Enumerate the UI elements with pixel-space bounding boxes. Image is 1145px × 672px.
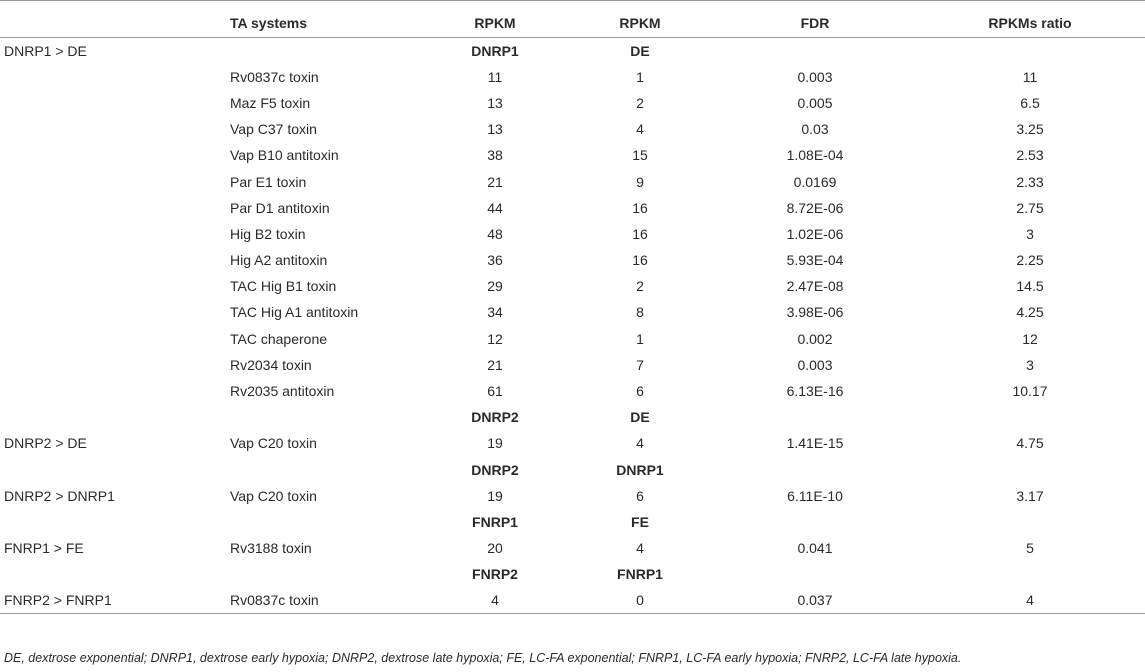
ta-system-cell [225, 561, 425, 587]
rpkm-2-cell: 16 [632, 225, 648, 242]
comparison-cell [0, 90, 225, 116]
fdr-cell: 0.03 [801, 121, 829, 138]
fdr-cell: 0.003 [797, 68, 833, 85]
fdr-cell [715, 38, 915, 64]
rpkm-2-cell: DNRP1 [616, 461, 664, 478]
table-row [0, 195, 1145, 221]
table-row [0, 90, 1145, 116]
rpkm-2-cell: DE [630, 409, 650, 426]
fdr-cell: 5.93E-04 [786, 252, 844, 269]
ta-system-cell [225, 509, 425, 535]
ratio-cell: 4 [915, 587, 1145, 613]
comparison-cell: FNRP1 > FE [4, 540, 84, 557]
ratio-cell: 2.75 [1016, 199, 1044, 216]
rpkm-2-cell: 6 [636, 383, 644, 400]
fdr-cell: 0.005 [797, 94, 833, 111]
table-row [0, 168, 1145, 194]
rpkm-1-cell: 48 [487, 225, 503, 242]
rpkm-2-cell: DE [630, 42, 650, 59]
rpkm-1-cell: DNRP1 [471, 42, 519, 59]
ta-system-cell: TAC chaperone [230, 330, 328, 347]
rpkm-1-cell: 20 [487, 540, 503, 557]
ratio-cell [915, 457, 1145, 483]
rpkm-1-cell: 21 [487, 173, 503, 190]
rpkm-2-cell: 15 [632, 147, 648, 164]
fdr-cell: 6.11E-10 [787, 487, 843, 504]
header-ta-systems: TA systems [225, 1, 425, 38]
condition-subheader-row [0, 509, 1145, 535]
table-row [0, 352, 1145, 378]
fdr-cell [715, 561, 915, 587]
ta-system-cell: Rv0837c toxin [230, 68, 319, 85]
comparison-cell [0, 457, 225, 483]
comparison-cell: DNRP2 > DNRP1 [4, 487, 115, 504]
rpkm-2-cell: 0 [565, 587, 715, 613]
table-row [0, 247, 1145, 273]
ta-system-cell: Rv2035 antitoxin [230, 383, 335, 400]
table-row [0, 221, 1145, 247]
rpkm-2-cell: 1 [636, 68, 644, 85]
table-row [0, 142, 1145, 168]
rpkm-1-cell: 11 [487, 68, 503, 85]
fdr-cell: 2.47E-08 [786, 278, 844, 295]
header-fdr: FDR [715, 1, 915, 38]
fdr-cell: 0.0169 [793, 173, 837, 190]
rpkm-1-cell: 21 [487, 356, 503, 373]
comparison-cell [0, 561, 225, 587]
rpkm-2-cell: 16 [632, 252, 648, 269]
rpkm-2-cell: 2 [636, 94, 644, 111]
header-rpkm-1: RPKM [425, 1, 565, 38]
ta-system-cell: Vap C20 toxin [230, 435, 317, 452]
comparison-cell [0, 247, 225, 273]
rpkm-2-cell: 16 [632, 199, 648, 216]
fdr-cell: 1.02E-06 [786, 225, 844, 242]
ratio-cell: 14.5 [1016, 278, 1044, 295]
fdr-cell: 8.72E-06 [786, 199, 844, 216]
ratio-cell [915, 38, 1145, 64]
table-row [0, 326, 1145, 352]
rpkm-1-cell: 13 [487, 121, 503, 138]
comparison-cell [0, 116, 225, 142]
condition-subheader-row [0, 457, 1145, 483]
ta-system-cell: Vap C20 toxin [230, 487, 317, 504]
ratio-cell: 2.25 [1016, 252, 1044, 269]
ratio-cell: 6.5 [1020, 94, 1040, 111]
ta-system-cell [225, 457, 425, 483]
rpkm-1-cell: FNRP2 [472, 566, 518, 583]
rpkm-1-cell: 34 [487, 304, 503, 321]
comparison-cell [0, 299, 225, 325]
rpkm-1-cell: 19 [487, 487, 503, 504]
table-footnote: DE, dextrose exponential; DNRP1, dextrose early hypoxia; DNRP2, dextrose late hypoxia; FE, LC-FA exponential; FNRP1, LC-FA early hypoxia; FNRP2, LC-FA late hypoxia. [4, 651, 962, 665]
rpkm-2-cell: 4 [636, 540, 644, 557]
fdr-cell [715, 404, 915, 430]
rpkm-1-cell: 12 [487, 330, 503, 347]
ta-system-cell: Par E1 toxin [230, 173, 307, 190]
table-body [0, 38, 1145, 614]
ta-system-cell: Par D1 antitoxin [230, 199, 330, 216]
rpkm-2-cell: 8 [636, 304, 644, 321]
rpkm-1-cell: 29 [487, 278, 503, 295]
rpkm-1-cell: 19 [487, 435, 503, 452]
rpkm-1-cell: 13 [487, 94, 503, 111]
fdr-cell: 3.98E-06 [786, 304, 844, 321]
rpkm-1-cell: 4 [425, 587, 565, 613]
ta-system-cell [225, 404, 425, 430]
ta-system-cell: Rv2034 toxin [230, 356, 312, 373]
comparison-cell [0, 378, 225, 404]
header-rpkms-ratio: RPKMs ratio [915, 1, 1145, 38]
header-comparison [0, 1, 225, 38]
rpkm-1-cell: 38 [487, 147, 503, 164]
comparison-cell [0, 352, 225, 378]
rpkm-2-cell: 9 [636, 173, 644, 190]
ratio-cell: 12 [1022, 330, 1038, 347]
ratio-cell: 10.17 [1012, 383, 1048, 400]
comparison-cell [0, 168, 225, 194]
ratio-cell: 3.25 [1016, 121, 1044, 138]
rpkm-1-cell: 36 [487, 252, 503, 269]
table-row [0, 273, 1145, 299]
comparison-cell [0, 221, 225, 247]
ratio-cell: 5 [1026, 540, 1034, 557]
fdr-cell: 6.13E-16 [786, 383, 844, 400]
ratio-cell: 2.33 [1016, 173, 1044, 190]
comparison-cell [0, 195, 225, 221]
comparison-cell [0, 326, 225, 352]
ta-system-cell: TAC Hig A1 antitoxin [230, 304, 359, 321]
fdr-cell: 1.41E-15 [786, 435, 844, 452]
comparison-cell: FNRP2 > FNRP1 [0, 587, 225, 613]
header-rpkm-2: RPKM [565, 1, 715, 38]
fdr-cell [715, 509, 915, 535]
rpkm-1-cell: FNRP1 [472, 513, 518, 530]
condition-subheader-row [0, 404, 1145, 430]
ta-system-cell: Rv3188 toxin [230, 540, 312, 557]
rpkm-2-cell: 6 [636, 487, 644, 504]
rpkm-1-cell: DNRP2 [471, 409, 519, 426]
comparison-cell [0, 404, 225, 430]
ratio-cell: 3 [1026, 225, 1034, 242]
ta-system-cell: Vap B10 antitoxin [230, 147, 339, 164]
fdr-cell: 0.041 [797, 540, 833, 557]
table-row [0, 535, 1145, 561]
ta-system-cell: Maz F5 toxin [230, 94, 311, 111]
rpkm-2-cell: 4 [636, 121, 644, 138]
comparison-cell: DNRP2 > DE [4, 435, 87, 452]
ratio-cell: 4.25 [1016, 304, 1044, 321]
rpkm-2-cell: 2 [636, 278, 644, 295]
ta-system-cell: Rv0837c toxin [225, 587, 425, 613]
table-row [0, 430, 1145, 456]
comparison-cell [0, 273, 225, 299]
ta-system-cell [225, 38, 425, 64]
condition-subheader-row [0, 38, 1145, 64]
ta-system-cell: Hig B2 toxin [230, 225, 306, 242]
ratio-cell: 3 [1026, 356, 1034, 373]
fdr-cell [715, 457, 915, 483]
table-row [0, 483, 1145, 509]
fdr-cell: 0.003 [797, 356, 833, 373]
rpkm-1-cell: DNRP2 [471, 461, 519, 478]
rpkm-2-cell: 4 [636, 435, 644, 452]
table-row [0, 587, 1145, 613]
ratio-cell: 4.75 [1016, 435, 1044, 452]
ta-system-cell: Hig A2 antitoxin [230, 252, 328, 269]
rpkm-2-cell: FE [631, 513, 649, 530]
fdr-cell: 0.037 [715, 587, 915, 613]
rpkm-2-cell: FNRP1 [617, 566, 663, 583]
table-row [0, 64, 1145, 90]
ta-system-cell: Vap C37 toxin [230, 121, 317, 138]
rpkm-1-cell: 61 [487, 383, 503, 400]
rpkm-2-cell: 1 [636, 330, 644, 347]
comparison-cell [0, 64, 225, 90]
ratio-cell: 2.53 [1016, 147, 1044, 164]
rpkm-2-cell: 7 [636, 356, 644, 373]
fdr-cell: 0.002 [797, 330, 833, 347]
rpkm-1-cell: 44 [487, 199, 503, 216]
table-row [0, 299, 1145, 325]
condition-subheader-row [0, 561, 1145, 587]
table-row [0, 116, 1145, 142]
ratio-cell: 3.17 [1016, 487, 1044, 504]
ratio-cell: 11 [1022, 68, 1038, 85]
ratio-cell [915, 561, 1145, 587]
fdr-cell: 1.08E-04 [786, 147, 844, 164]
ta-system-cell: TAC Hig B1 toxin [230, 278, 337, 295]
header-row [0, 1, 1145, 38]
ratio-cell [915, 509, 1145, 535]
table-row [0, 378, 1145, 404]
comparison-cell [0, 509, 225, 535]
ratio-cell [915, 404, 1145, 430]
comparison-cell: DNRP1 > DE [4, 42, 87, 59]
comparison-cell [0, 142, 225, 168]
